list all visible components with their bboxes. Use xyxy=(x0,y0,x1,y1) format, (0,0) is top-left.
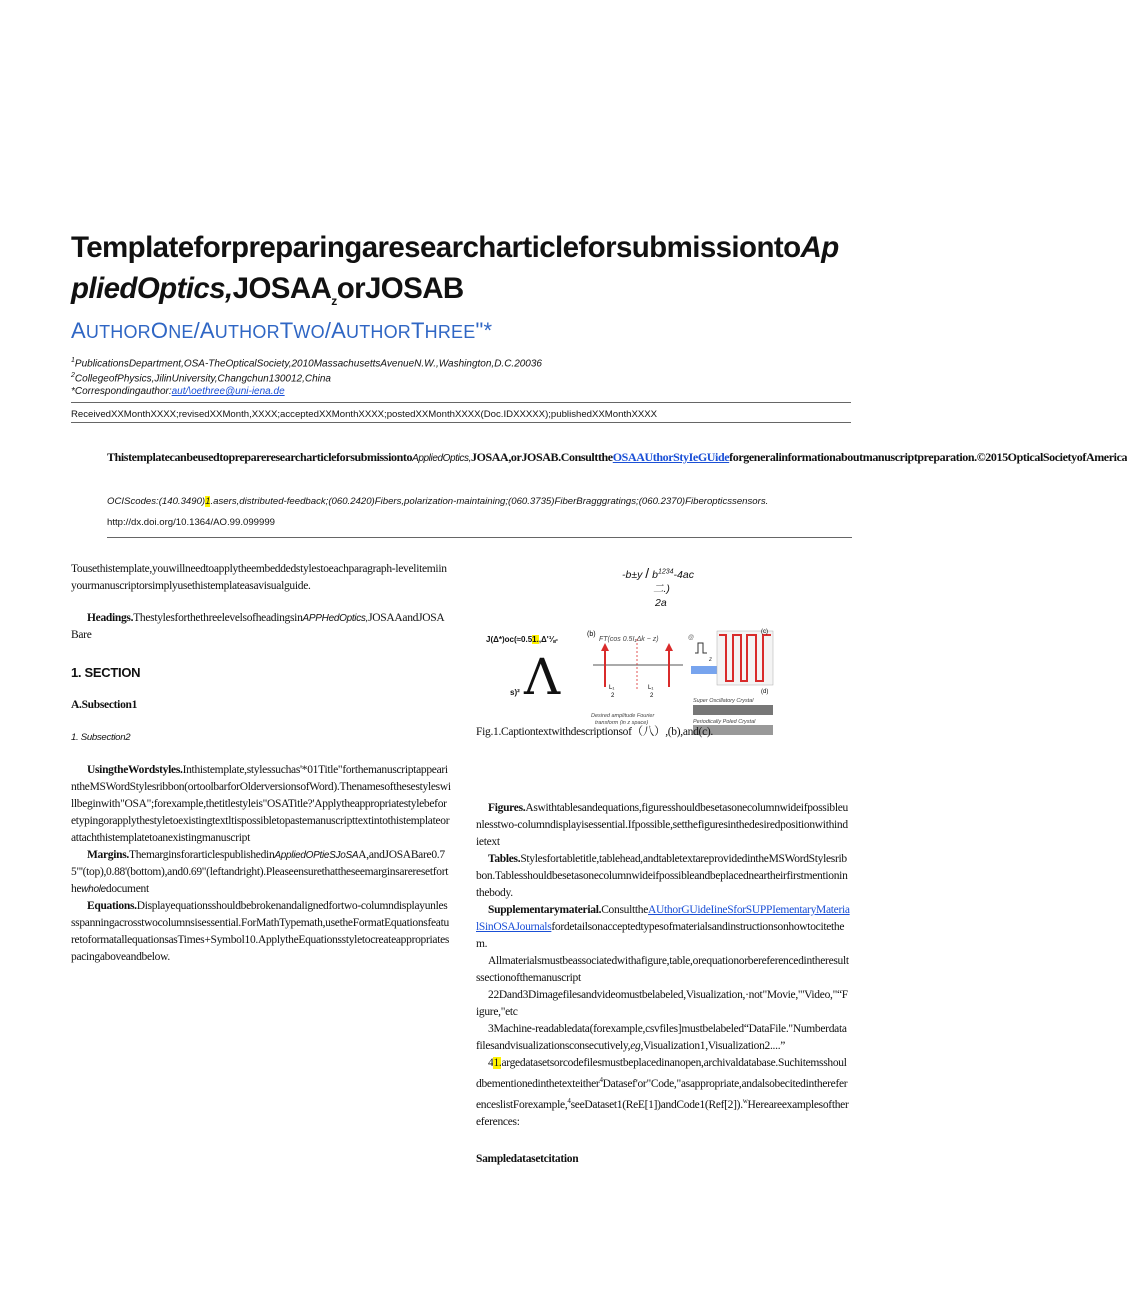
equation-line-1 xyxy=(622,565,694,581)
supplementary-text-1: Consultthe xyxy=(601,904,649,916)
divider-top xyxy=(71,402,851,403)
affiliation-2 xyxy=(71,372,331,384)
figure-label-j xyxy=(486,635,558,644)
subsection-heading: A.Subsection1 xyxy=(71,699,138,711)
author-3-initial-2: T xyxy=(411,318,425,343)
panel-b-caption-1: Desired amplitude Fourier xyxy=(591,713,655,719)
abstract-part-3: forgeneralinformationaboutmanuscriptpreparation.©2015OpticalSocietyofAmerica xyxy=(729,450,1127,464)
item-4-sup-3: w xyxy=(742,1096,748,1105)
title-main: Templateforpreparingaresearcharticleforsubmissionto xyxy=(71,231,801,264)
ocis-codes xyxy=(107,496,852,507)
author-list xyxy=(71,318,492,344)
author-separator: / xyxy=(193,318,200,343)
margins-journal: AppliedOPtieSJoSA xyxy=(274,850,359,861)
author-separator: / xyxy=(324,318,332,343)
figures-paragraph xyxy=(476,800,850,851)
figure-label-j-end: ,Δ'⅛- xyxy=(538,635,559,644)
affiliation-2-number: 2 xyxy=(71,372,75,379)
crystal-periodic-label: Periodically Poled Crystal xyxy=(693,719,756,725)
section-heading: 1. SECTION xyxy=(71,665,141,680)
supplementary-label: Supplementarymaterial. xyxy=(488,904,602,916)
sample-dataset-heading: Sampledatasetcitation xyxy=(476,1152,579,1165)
panel-b-label: (b) xyxy=(587,631,596,638)
author-2-rest-2: WO xyxy=(293,322,325,342)
affiliation-2-text: CollegeofPhysics,JilinUniversity,Changchun130012,China xyxy=(74,373,331,385)
item-4-text: argedatasetsorcodefilesmustbeplacedinanopen,archivaldatabase.Suchitemsshouldbementionedinthetexteither xyxy=(476,1057,847,1090)
crystal-super-label: Super Oscillatory Crystal xyxy=(693,698,754,704)
item-4-highlight: 1. xyxy=(493,1057,502,1069)
panel-b-tick-left: L₁ xyxy=(609,685,615,691)
item-2: 22Dand3Dimagefilesandvideomustbelabeled,Visualization,·not"Movie,"'Video,"“Figure,"etc xyxy=(476,989,848,1018)
title-sub: z xyxy=(331,293,337,308)
abstract-journal: AppliedOptics, xyxy=(412,453,471,464)
margins-label: Margins. xyxy=(87,849,129,861)
author-2-initial: A xyxy=(199,318,215,343)
item-4 xyxy=(476,1055,850,1131)
headings-text-2: JOSAAandJOSABare xyxy=(71,612,445,641)
item-3-end: Visualization1,Visualization2....” xyxy=(643,1040,786,1052)
eq-b: b xyxy=(652,569,658,581)
panel-b-caption-2: transform (in z space) xyxy=(595,720,649,726)
figure-panel-c xyxy=(688,629,773,735)
article-title xyxy=(71,227,851,322)
item-4-sup-2: 4 xyxy=(567,1096,571,1105)
panel-d-label: (d) xyxy=(761,689,769,695)
item-3-text: 3Machine-readabledata(forexample,csvfiles]mustbelabeled“DataFile."Numberdatafilesandvisualizationsconsecutively, xyxy=(476,1023,847,1052)
intro-paragraph: Tousethistemplate,youwillneedtoapplytheembeddedstylestoeachparagraph-levelitemiinyourmanuscriptorsimplyusethistemplateasavisualguide. xyxy=(71,563,447,592)
corresponding-label: *Correspondingauthor: xyxy=(71,386,172,397)
supplementary-text-2: fordetailsonacceptedtypesofmaterialsandinstructionsonhowtocitethem. xyxy=(476,921,845,950)
margins-text-1: Themarginsforarticlespublishedin xyxy=(129,849,275,861)
panel-b-tick-right-denom: 2 xyxy=(650,693,654,699)
panel-b-arrowhead-left xyxy=(601,643,609,651)
tables-text: Stylesfortabletitle,tablehead,andtabletextareprovidedintheMSWordStylesribbon.Tablesshouldbesetasonecolumnwideifpossibleandbeplacedneartheirfirstmentioninthebody. xyxy=(476,853,848,899)
figure-label-s2: s)² xyxy=(510,688,520,697)
abstract-part-1: Thistemplatecanbeusedtoprepareresearcharticleforsubmissionto xyxy=(107,450,413,464)
eq-num: -b±y xyxy=(622,569,643,581)
panel-c-label: (c) xyxy=(761,629,768,635)
affiliation-1-number: 1 xyxy=(71,357,75,364)
crystal-super xyxy=(693,705,773,715)
usingword-paragraph xyxy=(71,762,451,847)
supplementary-guidelines-link[interactable]: AUthorGUideIineSforSUPPIementaryMaterialSinOSAJournals xyxy=(476,904,850,933)
affiliation-1-text: PublicationsDepartment,OSA-TheOpticalSociety,2010MassachusettsAvenueN.W.,Washington,D.C.20036 xyxy=(74,358,542,370)
item-4-number: 4 xyxy=(488,1057,494,1069)
figure-1-graphic xyxy=(585,627,775,737)
affiliation-1 xyxy=(71,357,542,369)
corresponding-email-link[interactable]: aut/\oethree@uni-iena.de xyxy=(171,386,285,397)
panel-b-formula: FT(cos 0.5I₁Δk − z) xyxy=(599,636,659,643)
margins-paragraph xyxy=(71,847,451,898)
eq-4ac: -4ac xyxy=(673,569,694,581)
author-1-rest-2: NE xyxy=(168,322,194,342)
headings-text-1: Thestylesforthethreelevelsofheadingsin xyxy=(133,612,303,624)
panel-c-pulse xyxy=(695,643,707,653)
equations-text: Displayequationsshouldbebrokenandalignedfortwo-columndisplayunlessspanningacrosstwocolumnsisessential.ForMathTypemath,usetheFormatEquationsfeaturetoformatallequationsasTimes+Symbol10.ApplytheEquationsstyletocreateappropriatespacingaboveandbelow. xyxy=(71,900,450,963)
figure-caption: Fig.1.Captiontextwithdescriptionsof（八）,(b),and(c). xyxy=(476,726,714,738)
figure-label-j-text: J(Δ*)oc(≈0.5 xyxy=(486,635,533,644)
equations-label: Equations. xyxy=(87,900,137,912)
margins-text-3: document xyxy=(105,883,149,895)
ocis-highlight: 1 xyxy=(205,496,211,507)
equations-paragraph xyxy=(71,898,451,966)
item-3-eg: eg, xyxy=(630,1040,644,1052)
author-marks: "* xyxy=(475,318,493,343)
received-dates: ReceivedXXMonthXXXX;revisedXXMonth,XXXX;acceptedXXMonthXXXX;postedXXMonthXXXX(Doc.IDXXXXX);publishedXXMonthXXXX xyxy=(71,409,658,420)
title-end: orJOSAB xyxy=(336,272,464,305)
ocis-post: .asers,distributed-feedback;(060.2420)Fibers,polarization-maintaining;(060.3735)FiberBragggratings;(060.2370)Fiberopticssensors. xyxy=(210,496,769,507)
author-1-rest: UTHOR xyxy=(85,322,151,342)
author-1-initial: A xyxy=(71,318,86,343)
margins-whole: whole xyxy=(81,884,106,895)
author-1-initial-2: O xyxy=(150,318,169,343)
item-3 xyxy=(476,1021,850,1055)
doi-link[interactable]: http://dx.doi.org/10.1364/AO.99.099999 xyxy=(107,517,276,528)
author-2-rest: UTHOR xyxy=(214,322,280,342)
ocis-pre: OCIScodes:(140.3490) xyxy=(107,496,206,507)
subsubsection-heading: 1. Subsection2 xyxy=(71,732,131,743)
abstract xyxy=(107,448,1127,468)
equation-line-3: 2a xyxy=(655,597,667,609)
materials-paragraph: Allmaterialsmustbeassociatedwithafigure,table,orequationorbereferencedintheresultssectionofthemanuscript xyxy=(476,955,849,984)
figures-label: Figures. xyxy=(488,802,526,814)
figures-text: Aswithtablesandequations,figuresshouldbesetasonecolumnwideifpossibleunlesstwo-columndisplayisessential.Ifpossible,setthefiguresinthedesiredpositionwithindietext xyxy=(476,802,848,848)
title-journal: AppliedOptics, xyxy=(71,231,839,305)
tables-paragraph xyxy=(476,851,850,902)
author-3-rest-2: HREE xyxy=(424,322,476,342)
panel-b-tick-left-denom: 2 xyxy=(611,693,615,699)
right-column xyxy=(476,800,850,1168)
panel-c-at: @ xyxy=(688,635,695,641)
panel-b-tick-right: L₁ xyxy=(648,685,654,691)
left-column xyxy=(71,561,451,966)
headings-paragraph xyxy=(71,610,451,644)
corresponding-author xyxy=(71,386,285,397)
item-4-sup: 4 xyxy=(599,1076,603,1084)
headings-label: Headings. xyxy=(87,612,134,624)
tables-label: Tables. xyxy=(488,853,521,865)
author-2-initial-2: T xyxy=(279,318,294,343)
item-4-text-3: seeDataset1(ReE[1])andCode1(Ref[2]). xyxy=(570,1098,743,1111)
usingword-label: UsingtheWordstyles. xyxy=(87,764,183,776)
figure-lambda: Λ xyxy=(524,648,561,706)
abstract-part-2: JOSAA,orJOSAB.Consultthe xyxy=(470,450,613,464)
eq-sup: 1234 xyxy=(657,568,674,576)
title-josaa: JOSAA xyxy=(232,272,332,305)
panel-b-arrowhead-right xyxy=(665,643,673,651)
panel-c-z: z xyxy=(709,657,712,663)
figure-panel-b xyxy=(587,631,683,726)
equation-line-2: 二.) xyxy=(653,583,670,595)
margins-text-2: A,andJOSABare0.75"'(top),0.88'(bottom),and0.69"(leftandright).Pleaseensurethattheseemarginsareresetforthe xyxy=(71,849,449,895)
author-3-initial: A xyxy=(331,318,346,343)
usingword-text: Inthistemplate,stylessuchas'*01Title"forthemanuscriptappearintheMSWordStylesribbon(ortoolbarforOlderversionsofWord).Thenamesofthesestyleswillbeginwith"OSA";forexample,thetitlestyleis"OSATitle?'Applytheappropriatestylebeforetypingorapplythestyletoexistingtextltispossibletopastemanuscripttextintothistemplateorattachthistemplatetoanexistingmanuscript xyxy=(71,764,451,844)
item-4-text-2: Datasef'or"Code,"asappropriate,andalsobecitedinthereferenceslistForexample, xyxy=(476,1077,848,1111)
figure-label-j-highlight: 1. xyxy=(532,635,539,644)
headings-journal: APPHedOptics, xyxy=(302,613,369,624)
supplementary-paragraph xyxy=(476,902,850,953)
divider-abstract xyxy=(107,537,852,538)
style-guide-link[interactable]: OSAAUthorStyIeGUide xyxy=(612,450,730,464)
item-4-text-4: Hereareexamplesofthereferences: xyxy=(476,1098,849,1128)
author-3-rest: UTHOR xyxy=(346,322,411,342)
eq-slash: / xyxy=(645,565,650,581)
divider-received xyxy=(71,422,851,423)
